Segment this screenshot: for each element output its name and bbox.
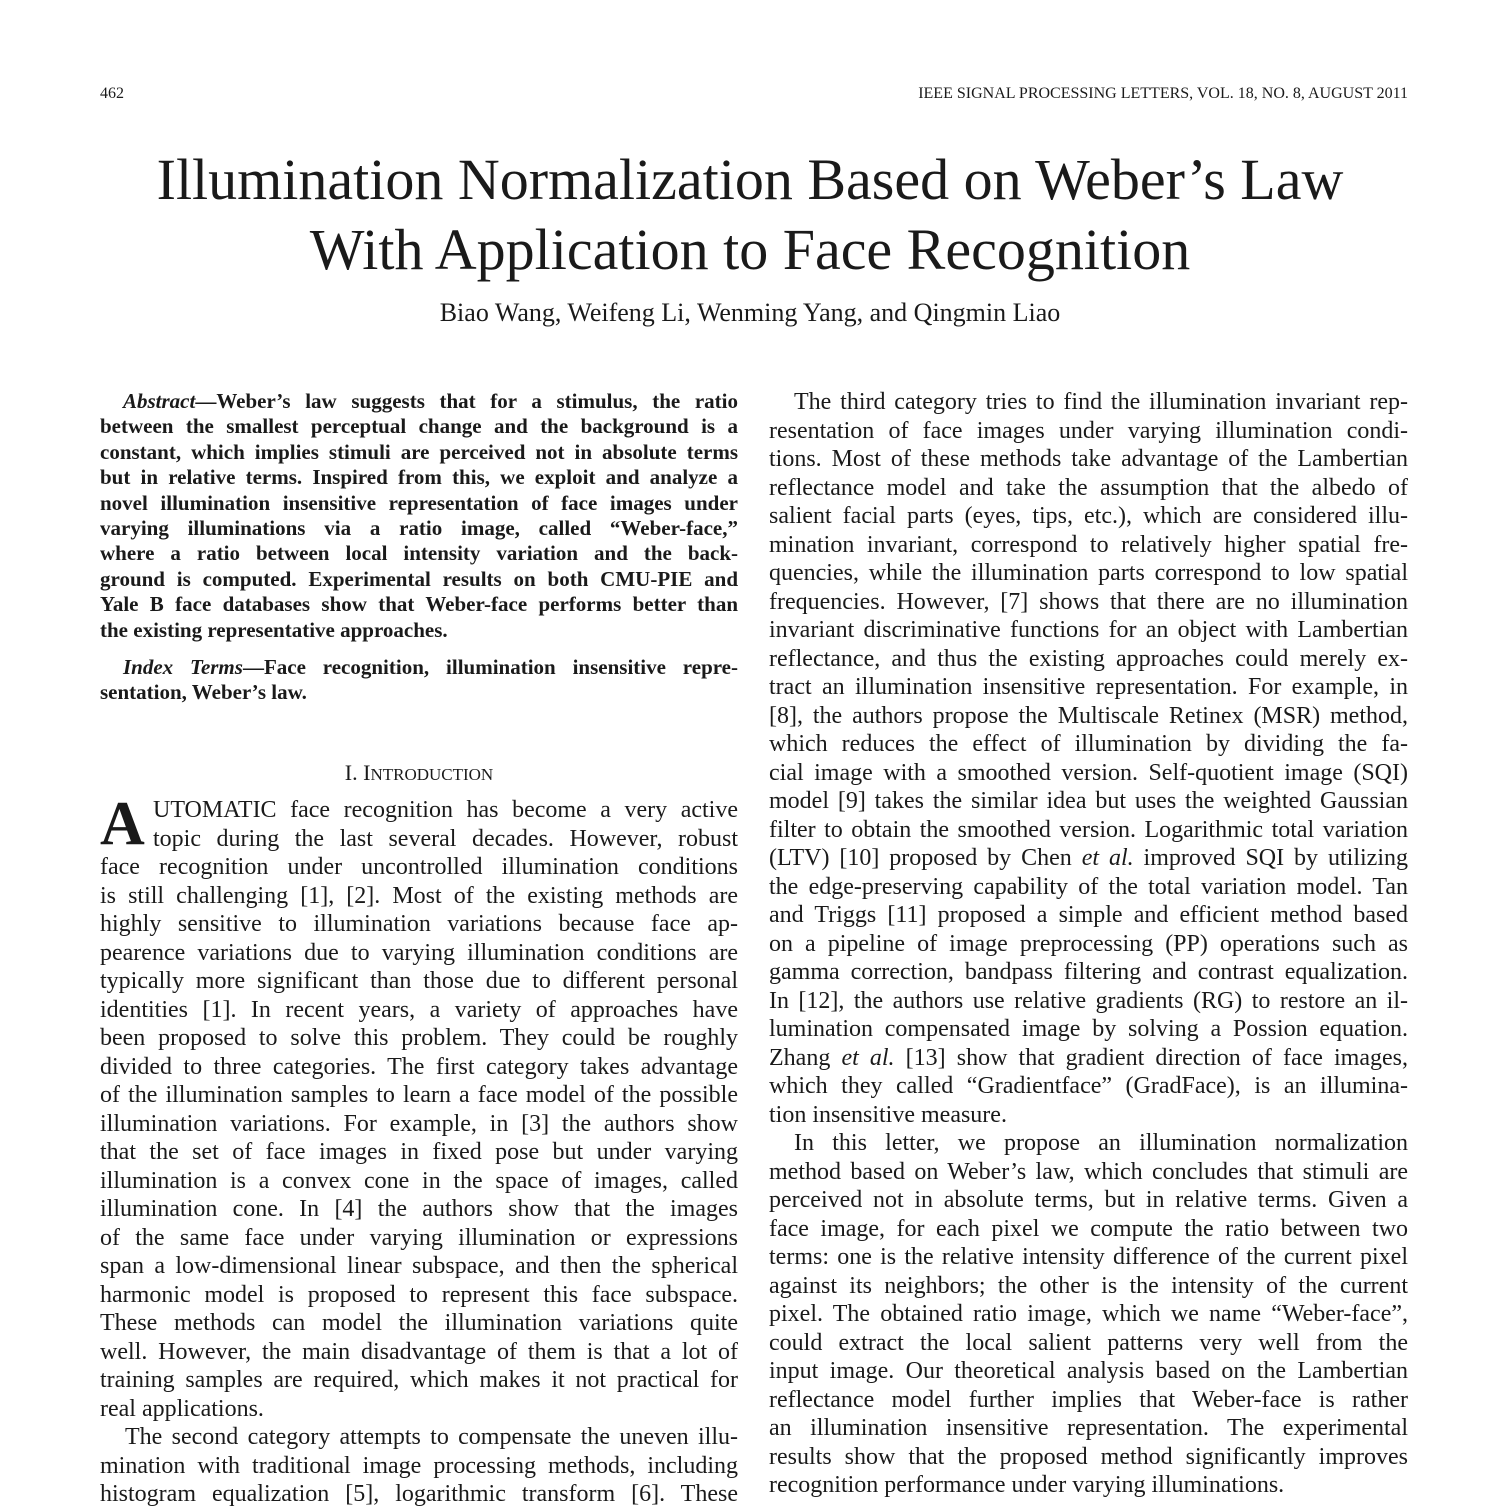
text-line: resentation of face images under varying illumination condi- [769, 417, 1408, 444]
text-line: sentation, Weber’s law. [100, 680, 307, 705]
text-line: Index Terms—Face recognition, illumination insensitive repre- [123, 655, 738, 679]
text-line: In [12], the authors use relative gradients (RG) to restore an il- [769, 987, 1408, 1014]
text-line: Zhang et al. [13] show that gradient direction of face images, [769, 1044, 1408, 1071]
text-line: The second category attempts to compensate the uneven illu- [125, 1424, 738, 1450]
text-line: UTOMATIC face recognition has become a very active [153, 797, 738, 823]
intro-paragraph-1 [100, 790, 738, 1423]
text-line: is still challenging [1], [2]. Most of the existing methods are [100, 882, 738, 909]
text-line: (LTV) [10] proposed by Chen et al. improved SQI by utilizing [769, 845, 1408, 871]
text-line: highly sensitive to illumination variations because face ap- [100, 911, 738, 937]
text-line: terms: one is the relative intensity difference of the current pixel [769, 1244, 1408, 1270]
authors: Biao Wang, Weifeng Li, Wenming Yang, and Qingmin Liao [439, 298, 1061, 327]
text-line: In this letter, we propose an illumination normalization [794, 1130, 1408, 1156]
paper-title-line-1: Illumination Normalization Based on Weber’s Law [156, 147, 1344, 212]
text-line: Yale B face databases show that Weber-face performs better than [100, 592, 738, 617]
text-line: real applications. [100, 1395, 264, 1422]
text-line: which they called “Gradientface” (GradFace), is an illumina- [769, 1073, 1408, 1099]
text-line: gamma correction, bandpass filtering and contrast equalization. [769, 959, 1408, 985]
text-line: pixel. The obtained ratio image, which we name “Weber-face”, [769, 1301, 1408, 1327]
text-line: that the set of face images in fixed pose but under varying [100, 1139, 738, 1165]
text-line: reflectance model further implies that Weber-face is rather [769, 1386, 1408, 1413]
text-line: illumination is a convex cone in the space of images, called [100, 1167, 738, 1194]
text-line: These methods can model the illumination variations quite [100, 1310, 738, 1336]
journal-header: IEEE SIGNAL PROCESSING LETTERS, VOL. 18, NO. 8, AUGUST 2011 [918, 85, 1408, 102]
section-title: NTRODUCTION [370, 765, 494, 784]
text-line: the existing representative approaches. [100, 617, 448, 642]
text-line: novel illumination insensitive representation of face images under [100, 490, 738, 515]
text-line: illumination variations. For example, in [3] the authors show [100, 1110, 738, 1137]
intro-paragraph-3 [769, 388, 1408, 1129]
text-line: tions. Most of these methods take advantage of the Lambertian [769, 446, 1408, 472]
text-line: tract an illumination insensitive representation. For example, in [769, 674, 1408, 700]
text-line: but in relative terms. Inspired from this, we exploit and analyze a [100, 465, 738, 490]
text-line: invariant discriminative functions for an object with Lambertian [769, 617, 1408, 643]
text-line: where a ratio between local intensity variation and the back- [100, 541, 738, 566]
text-line: perceived not in absolute terms, but in relative terms. Given a [769, 1187, 1408, 1213]
paper-title-line-2: With Application to Face Recognition [309, 217, 1191, 282]
text-line: which reduces the effect of illumination by dividing the fa- [769, 731, 1408, 757]
text-line: harmonic model is proposed to represent this face subspace. [100, 1281, 738, 1308]
text-line: span a low-dimensional linear subspace, and then the spherical [100, 1253, 738, 1279]
text-line: typically more significant than those due to different personal [100, 968, 738, 994]
text-line: divided to three categories. The first category takes advantage [100, 1053, 738, 1080]
text-line: between the smallest perceptual change and the background is a [100, 414, 738, 439]
text-line: and Triggs [11] proposed a simple and efficient method based [769, 902, 1408, 928]
intro-paragraph-2 [100, 1423, 738, 1509]
text-line: face image, for each pixel we compute the ratio between two [769, 1215, 1408, 1242]
text-line: topic during the last several decades. However, robust [153, 825, 738, 852]
text-line: constant, which implies stimuli are perceived not in absolute terms [100, 439, 738, 464]
text-line: method based on Weber’s law, which concludes that stimuli are [769, 1158, 1408, 1185]
index-terms [100, 655, 738, 706]
text-line: could extract the local salient patterns very well from the [769, 1329, 1408, 1356]
text-line: quencies, while the illumination parts correspond to low spatial [769, 560, 1408, 586]
text-line: an illumination insensitive representation. The experimental [769, 1415, 1408, 1441]
intro-paragraph-4 [769, 1129, 1408, 1500]
abstract [100, 389, 738, 643]
text-line: Abstract—Weber’s law suggests that for a stimulus, the ratio [123, 389, 738, 413]
text-line: varying illuminations via a ratio image, called “Weber-face,” [100, 516, 738, 541]
text-line: input image. Our theoretical analysis based on the Lambertian [769, 1358, 1408, 1384]
text-line: cial image with a smoothed version. Self-quotient image (SQI) [769, 759, 1408, 786]
section-number: I. [344, 760, 358, 785]
text-line: been proposed to solve this problem. They could be roughly [100, 1025, 738, 1051]
text-line: pearence variations due to varying illumination conditions are [100, 939, 738, 966]
text-line: histogram equalization [5], logarithmic transform [6]. These [100, 1481, 738, 1507]
section-initial: I [363, 760, 371, 785]
text-line: well. However, the main disadvantage of them is that a lot of [100, 1338, 738, 1365]
text-line: reflectance, and thus the existing approaches could merely ex- [769, 645, 1408, 672]
text-line: against its neighbors; the other is the intensity of the current [769, 1272, 1408, 1299]
text-line: frequencies. However, [7] shows that there are no illumination [769, 588, 1408, 615]
text-line: mination with traditional image processing methods, including [100, 1452, 738, 1479]
text-line: reflectance model and take the assumption that the albedo of [769, 474, 1408, 501]
text-line: model [9] takes the similar idea but uses the weighted Gaussian [769, 788, 1408, 814]
text-line: The third category tries to find the illumination invariant rep- [794, 389, 1408, 415]
text-line: results show that the proposed method significantly improves [769, 1443, 1408, 1470]
text-line: mination invariant, correspond to relatively higher spatial fre- [769, 531, 1408, 558]
text-line: lumination compensated image by solving a Possion equation. [769, 1016, 1408, 1042]
text-line: [8], the authors propose the Multiscale Retinex (MSR) method, [769, 702, 1408, 729]
text-line: ground is computed. Experimental results on both CMU-PIE and [100, 566, 738, 591]
text-line: the edge-preserving capability of the total variation model. Tan [769, 873, 1408, 900]
drop-cap: A [100, 790, 145, 858]
section-heading-introduction [100, 760, 738, 786]
text-line: face recognition under uncontrolled illumination conditions [100, 854, 738, 880]
text-line: recognition performance under varying illuminations. [769, 1472, 1285, 1498]
text-line: illumination cone. In [4] the authors show that the images [100, 1196, 738, 1222]
text-line: filter to obtain the smoothed version. Logarithmic total variation [769, 816, 1408, 843]
page-number: 462 [100, 85, 124, 102]
text-line: of the illumination samples to learn a face model of the possible [100, 1082, 738, 1108]
text-line: training samples are required, which makes it not practical for [100, 1367, 738, 1393]
text-line: tion insensitive measure. [769, 1101, 1007, 1128]
text-line: on a pipeline of image preprocessing (PP) operations such as [769, 930, 1408, 957]
text-line: of the same face under varying illumination or expressions [100, 1224, 738, 1251]
text-line: identities [1]. In recent years, a variety of approaches have [100, 996, 738, 1023]
text-line: salient facial parts (eyes, tips, etc.), which are considered illu- [769, 503, 1408, 529]
